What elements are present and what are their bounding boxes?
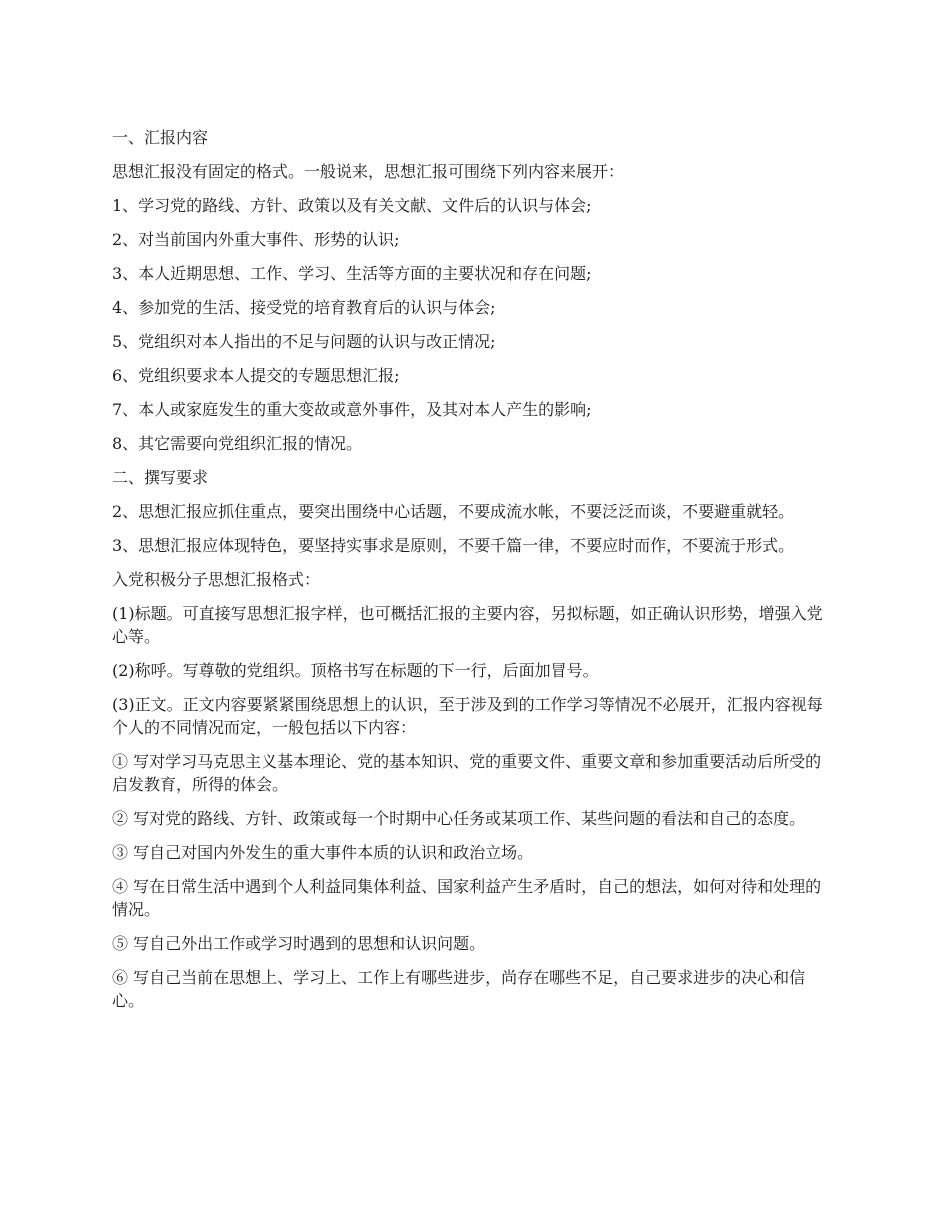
content-item: ⑥ 写自己当前在思想上、学习上、工作上有哪些进步，尚存在哪些不足，自己要求进步的决心和信心。	[112, 968, 806, 1010]
list-item: 7、本人或家庭发生的重大变故或意外事件，及其对本人产生的影响;	[112, 400, 592, 419]
list-item: 6、党组织要求本人提交的专题思想汇报;	[112, 366, 400, 385]
format-item: (2)称呼。写尊敬的党组织。顶格书写在标题的下一行，后面加冒号。	[112, 661, 599, 680]
content-item: ② 写对党的路线、方针、政策或每一个时期中心任务或某项工作、某些问题的看法和自己的态度。	[112, 809, 806, 828]
list-item: 3、本人近期思想、工作、学习、生活等方面的主要状况和存在问题;	[112, 264, 592, 283]
list-item: 2、对当前国内外重大事件、形势的认识;	[112, 230, 400, 249]
section-heading-writing-requirements: 二、撰写要求	[112, 468, 209, 487]
list-item: 5、党组织对本人指出的不足与问题的认识与改正情况;	[112, 332, 496, 351]
format-heading: 入党积极分子思想汇报格式：	[112, 570, 321, 589]
list-item: 1、学习党的路线、方针、政策以及有关文献、文件后的认识与体会;	[112, 196, 592, 215]
content-item: ① 写对学习马克思主义基本理论、党的基本知识、党的重要文件、重要文章和参加重要活动后所受的启发教育，所得的体会。	[112, 752, 822, 794]
list-item: 4、参加党的生活、接受党的培育教育后的认识与体会;	[112, 298, 496, 317]
content-item: ③ 写自己对国内外发生的重大事件本质的认识和政治立场。	[112, 843, 534, 862]
section-heading-report-content: 一、汇报内容	[112, 128, 209, 147]
intro-paragraph: 思想汇报没有固定的格式。一般说来，思想汇报可围绕下列内容来展开：	[112, 162, 625, 181]
content-item: ⑤ 写自己外出工作或学习时遇到的思想和认识问题。	[112, 934, 486, 953]
content-item: ④ 写在日常生活中遇到个人利益同集体利益、国家利益产生矛盾时，自己的想法，如何对待和处理的情况。	[112, 877, 822, 919]
requirement-paragraph: 2、思想汇报应抓住重点，要突出围绕中心话题，不要成流水帐，不要泛泛而谈，不要避重就轻。	[112, 502, 795, 521]
format-item: (1)标题。可直接写思想汇报字样，也可概括汇报的主要内容，另拟标题，如正确认识形势，增强入党心等。	[112, 604, 823, 646]
format-item: (3)正文。正文内容要紧紧围绕思想上的认识，至于涉及到的工作学习等情况不必展开，汇报内容视每个人的不同情况而定，一般包括以下内容：	[112, 695, 823, 737]
list-item: 8、其它需要向党组织汇报的情况。	[112, 434, 363, 453]
requirement-paragraph: 3、思想汇报应体现特色，要坚持实事求是原则，不要千篇一律，不要应时而作，不要流于形式。	[112, 536, 795, 555]
